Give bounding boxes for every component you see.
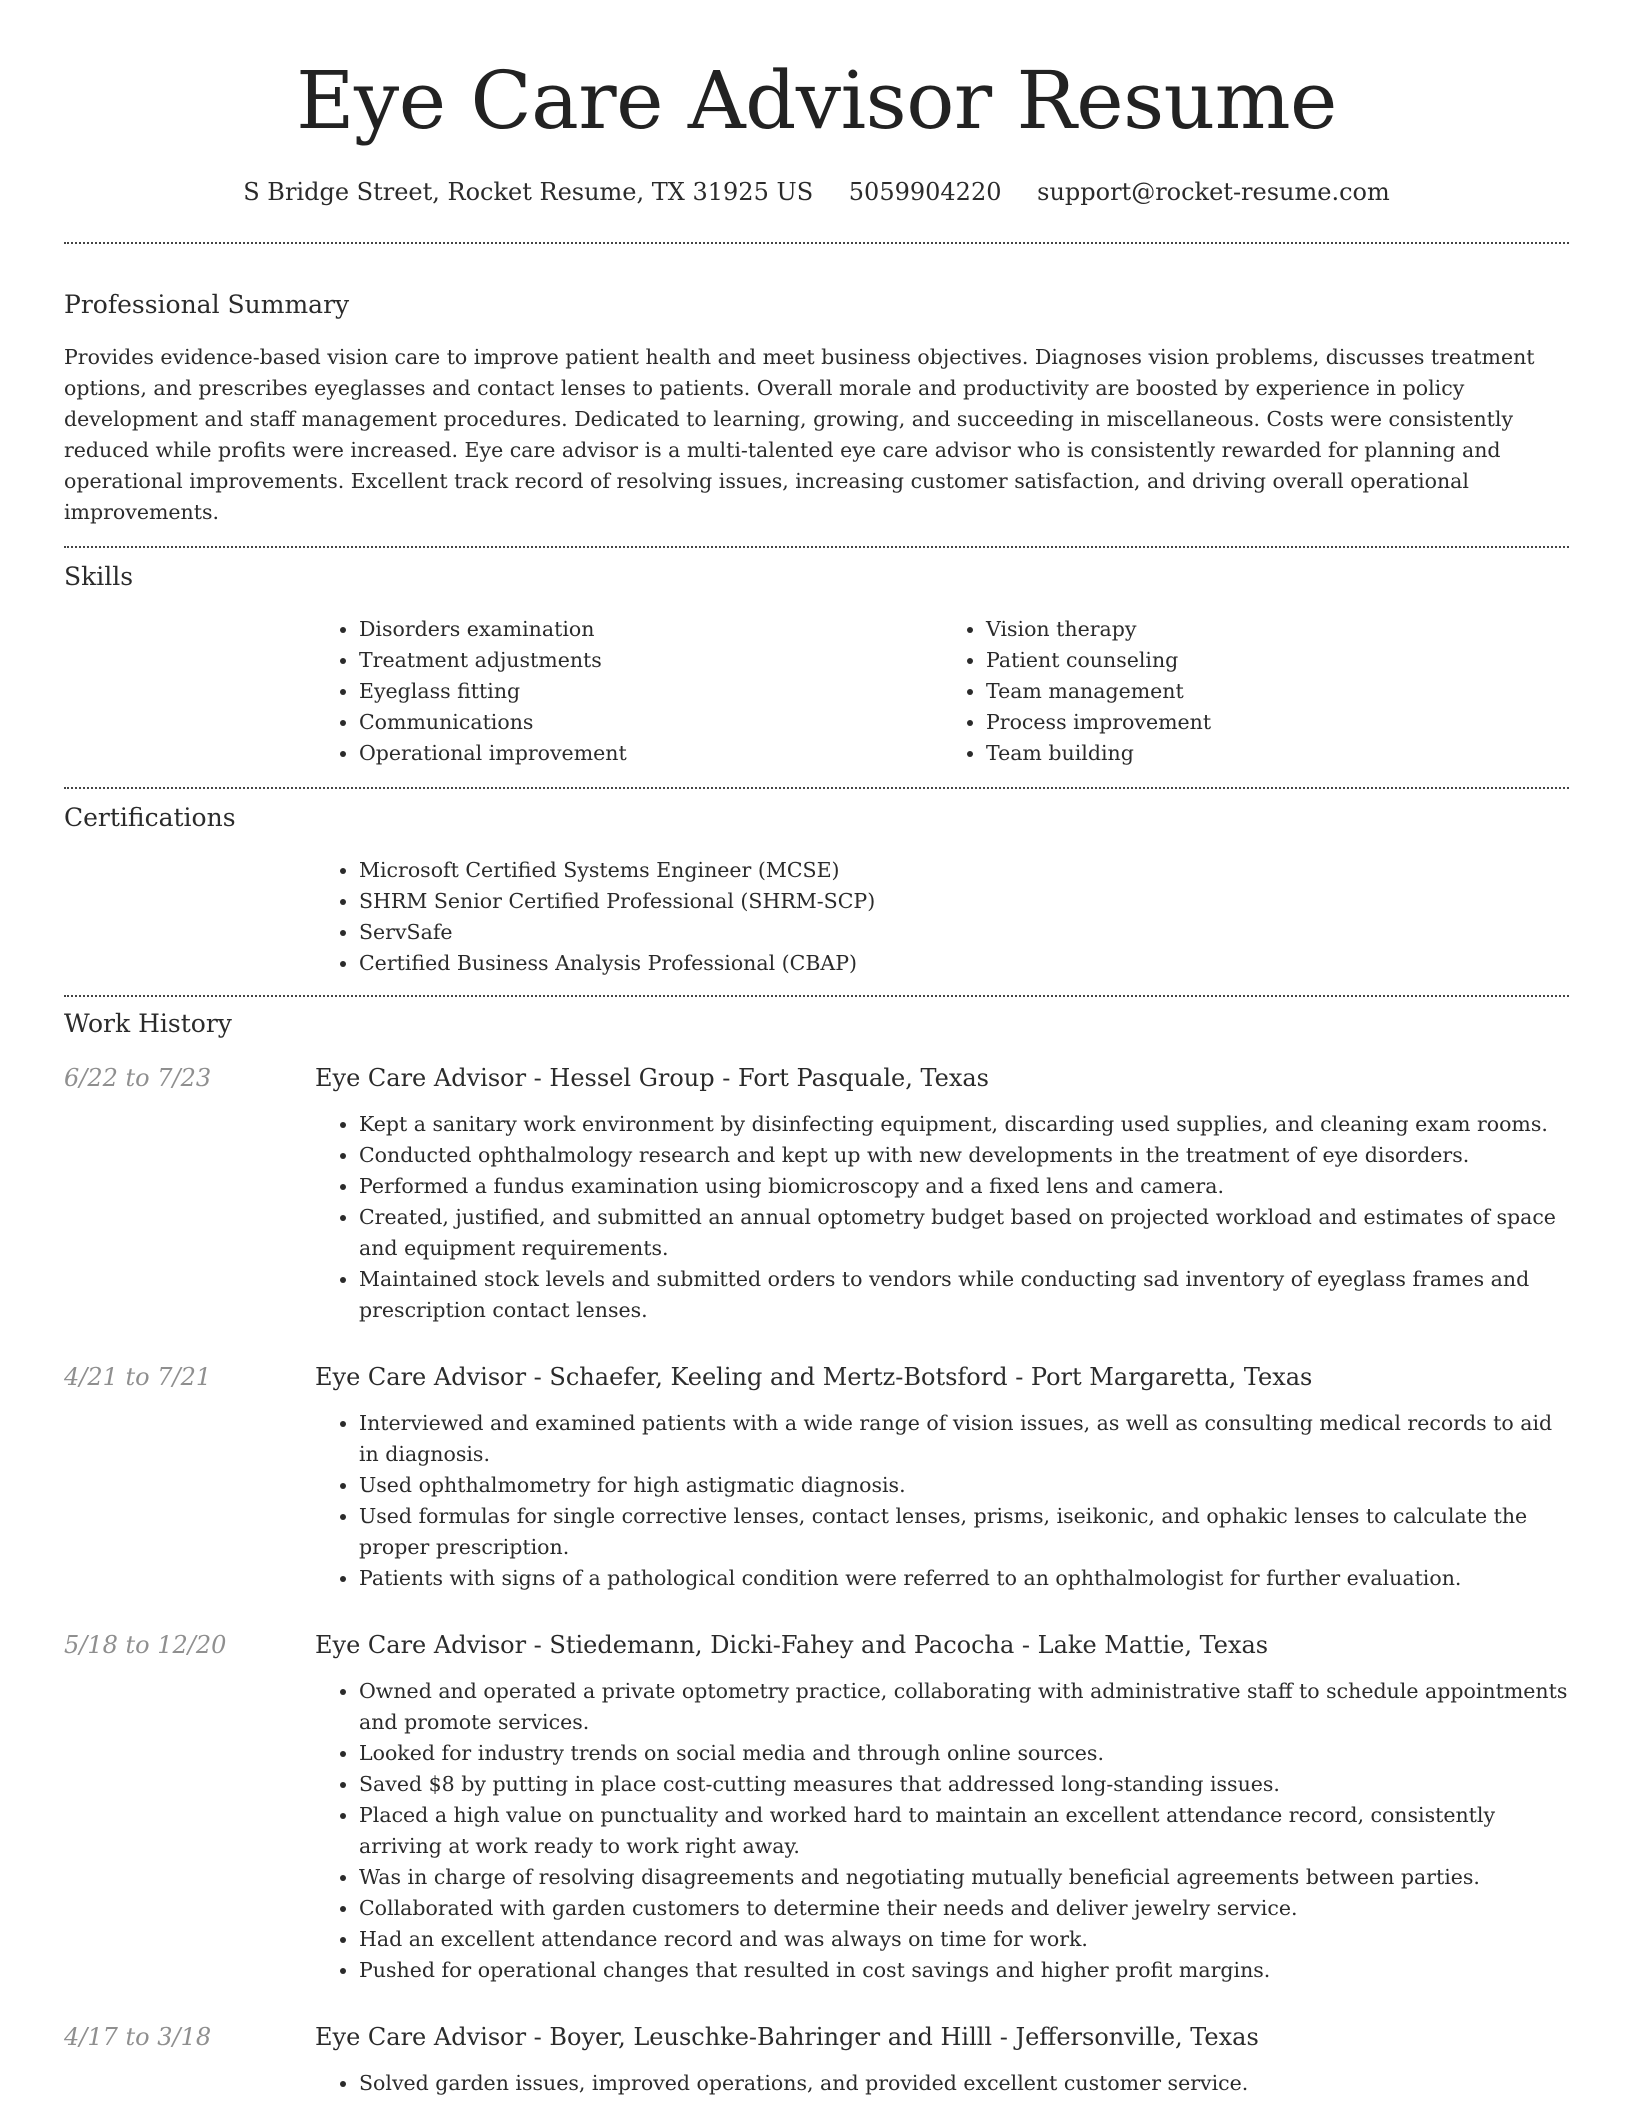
job-date: 6/22 to 7/23 [64,1064,212,1092]
work-history-section [64,997,1569,2099]
contact-address: S Bridge Street, Rocket Resume, TX 31925 US [243,178,814,206]
job-bullet: • Collaborated with garden customers to determine their needs and deliver jewelry service. [359,1893,1569,1924]
job-header [64,1360,1569,1394]
job-bullet: • Conducted ophthalmology research and kept up with new developments in the treatment of eye disorders. [359,1140,1569,1171]
skill-item: • Operational improvement [359,738,942,769]
job-bullets [315,1109,1569,1326]
job-bullet: • Used ophthalmometry for high astigmatic diagnosis. [359,1470,1569,1501]
job-bullet: • Pushed for operational changes that resulted in cost savings and higher profit margins. [359,1955,1569,1986]
section-heading-skills: Skills [64,562,134,591]
certifications-section [64,789,1569,979]
skill-item: • Vision therapy [986,614,1569,645]
job-entry [64,1360,1569,1594]
job-bullet: • Used formulas for single corrective lenses, contact lenses, prisms, iseikonic, and ophakic lenses to calculate the proper prescription. [359,1501,1569,1563]
certification-item: • ServSafe [359,917,1569,948]
job-bullet: • Owned and operated a private optometry practice, collaborating with administrative staff to schedule appointments and promote services. [359,1676,1569,1738]
section-heading-work: Work History [64,1009,232,1038]
section-heading-summary: Professional Summary [64,290,350,319]
skill-item: • Eyeglass fitting [359,676,942,707]
job-bullet: • Solved garden issues, improved operations, and provided excellent customer service. [359,2068,1569,2099]
job-title: Eye Care Advisor - Boyer, Leuschke-Bahringer and Hilll - Jeffersonville, Texas [315,2023,1259,2051]
skills-columns [315,614,1569,769]
skill-item: • Disorders examination [359,614,942,645]
skills-list-left [315,614,942,769]
job-bullet: • Patients with signs of a pathological condition were referred to an ophthalmologist for further evaluation. [359,1563,1569,1594]
job-bullet: • Interviewed and examined patients with a wide range of vision issues, as well as consulting medical records to aid in diagnosis. [359,1408,1569,1470]
job-bullet: • Placed a high value on punctuality and worked hard to maintain an excellent attendance record, consistently arriving at work ready to work right away. [359,1800,1569,1862]
job-bullet-list [315,1676,1569,1986]
job-bullets [315,2068,1569,2099]
skill-item: • Team building [986,738,1569,769]
skill-item: • Patient counseling [986,645,1569,676]
certification-item: • SHRM Senior Certified Professional (SHRM-SCP) [359,886,1569,917]
summary-text: Provides evidence-based vision care to improve patient health and meet business objectives. Diagnoses vision problems, discusses treatment options, and prescribes eyeglasses and contact lenses to patients. Overall morale and productivity are boosted by experience in policy development and staff management procedures. Dedicated to learning, growing, and succeeding in miscellaneous. Costs were consistently reduced while profits were increased. Eye care advisor is a multi-talented eye care advisor who is consistently rewarded for planning and operational improvements. Excellent track record of resolving issues, increasing customer satisfaction, and driving overall operational improvements. [64,345,1535,524]
contact-phone: 5059904220 [848,178,1002,206]
job-header [64,2020,1569,2054]
job-bullet: • Kept a sanitary work environment by disinfecting equipment, discarding used supplies, and cleaning exam rooms. [359,1109,1569,1140]
job-bullet: • Performed a fundus examination using biomicroscopy and a fixed lens and camera. [359,1171,1569,1202]
skill-item: • Treatment adjustments [359,645,942,676]
job-bullets [315,1408,1569,1594]
skill-item: • Team management [986,676,1569,707]
job-bullet-list [315,1109,1569,1326]
job-bullet: • Created, justified, and submitted an annual optometry budget based on projected workload and estimates of space and equipment requirements. [359,1202,1569,1264]
certification-item: • Microsoft Certified Systems Engineer (MCSE) [359,855,1569,886]
job-header [64,1628,1569,1662]
certifications-block [315,855,1569,979]
job-entry [64,1628,1569,1986]
job-bullet-list [315,1408,1569,1594]
job-title: Eye Care Advisor - Hessel Group - Fort Pasquale, Texas [315,1064,989,1092]
job-bullet-list [315,2068,1569,2099]
skills-section [64,548,1569,769]
certifications-list [315,855,1569,979]
job-bullet: • Looked for industry trends on social media and through online sources. [359,1738,1569,1769]
skills-list-right [942,614,1569,769]
job-bullet: • Had an excellent attendance record and was always on time for work. [359,1924,1569,1955]
job-date: 4/21 to 7/21 [64,1363,212,1391]
job-bullet: • Saved $8 by putting in place cost-cutting measures that addressed long-standing issues. [359,1769,1569,1800]
job-title: Eye Care Advisor - Schaefer, Keeling and Mertz-Botsford - Port Margaretta, Texas [315,1363,1313,1391]
job-bullet: • Maintained stock levels and submitted orders to vendors while conducting sad inventory of eyeglass frames and prescription contact lenses. [359,1264,1569,1326]
contact-line [64,174,1569,210]
job-entry [64,1061,1569,1326]
skill-item: • Communications [359,707,942,738]
certification-item: • Certified Business Analysis Professional (CBAP) [359,948,1569,979]
job-entry [64,2020,1569,2099]
resume-page [64,0,1569,2099]
skill-item: • Process improvement [986,707,1569,738]
resume-title: Eye Care Advisor Resume [296,54,1337,147]
job-bullet: • Was in charge of resolving disagreements and negotiating mutually beneficial agreements between parties. [359,1862,1569,1893]
job-date: 4/17 to 3/18 [64,2023,212,2051]
job-header [64,1061,1569,1095]
job-date: 5/18 to 12/20 [64,1631,227,1659]
contact-email: support@rocket-resume.com [1037,178,1390,206]
summary-section [64,244,1569,528]
job-bullets [315,1676,1569,1986]
section-heading-certifications: Certifications [64,803,236,832]
job-title: Eye Care Advisor - Stiedemann, Dicki-Fahey and Pacocha - Lake Mattie, Texas [315,1631,1269,1659]
